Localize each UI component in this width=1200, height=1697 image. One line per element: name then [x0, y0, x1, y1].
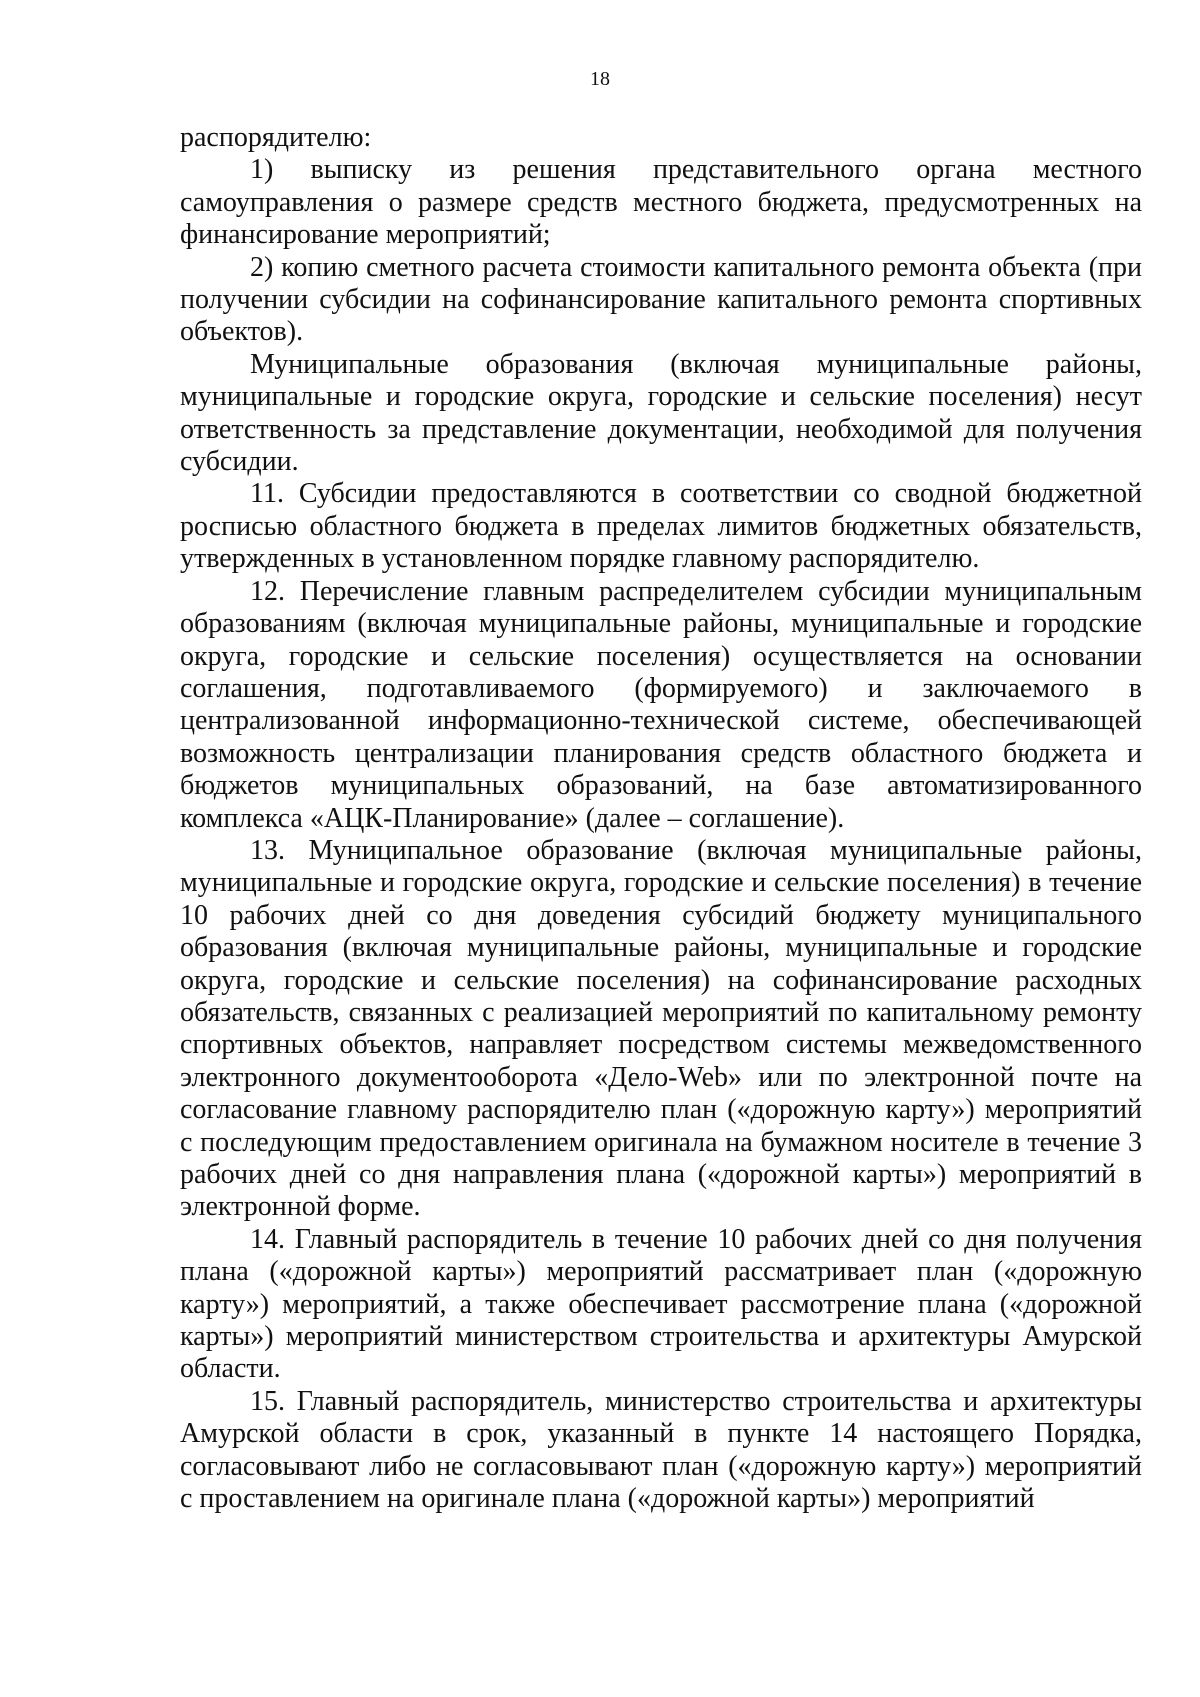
paragraph: 12. Перечисление главным распределителем субсидии муниципальным образованиям (включая муниципальные районы, муниципальные и городские округа, городские и сельские поселения) осуществляется на основании соглашения, подготавливаемого (формируемого) и заключаемого в централизованной информационно-технической системе, обеспечивающей возможность централизации планирования средств областного бюджета и бюджетов муниципальных образований, на базе автоматизированного комплекса «АЦК-Планирование» (далее – соглашение).: [180, 575, 1142, 834]
page-number: 18: [590, 68, 610, 90]
paragraph: 11. Субсидии предоставляются в соответствии со сводной бюджетной росписью областного бюджета в пределах лимитов бюджетных обязательств, утвержденных в установленном порядке главному распорядителю.: [180, 478, 1142, 575]
paragraph: 14. Главный распорядитель в течение 10 рабочих дней со дня получения плана («дорожной карты») мероприятий рассматривает план («дорожную карту») мероприятий, а также обеспечивает рассмотрение плана («дорожной карты») мероприятий министерством строительства и архитектуры Амурской области.: [180, 1223, 1142, 1385]
paragraph: 13. Муниципальное образование (включая муниципальные районы, муниципальные и городские округа, городские и сельские поселения) в течение 10 рабочих дней со дня доведения субсидий бюджету муниципального образования (включая муниципальные районы, муниципальные и городские округа, городские и сельские поселения) на софинансирование расходных обязательств, связанных с реализацией мероприятий по капитальному ремонту спортивных объектов, направляет посредством системы межведомственного электронного документооборота «Дело-Web» или по электронной почте на согласование главному распорядителю план («дорожную карту») мероприятий с последующим предоставлением оригинала на бумажном носителе в течение 3 рабочих дней со дня направления плана («дорожной карты») мероприятий в электронной форме.: [180, 834, 1142, 1223]
paragraph: 15. Главный распорядитель, министерство строительства и архитектуры Амурской области в срок, указанный в пункте 14 настоящего Порядка, согласовывают либо не согласовывают план («дорожную карту») мероприятий с проставлением на оригинале плана («дорожной карты») мероприятий: [180, 1385, 1142, 1515]
paragraph: Муниципальные образования (включая муниципальные районы, муниципальные и городские округа, городские и сельские поселения) несут ответственность за представление документации, необходимой для получения субсидии.: [180, 348, 1142, 478]
document-body: [180, 122, 1142, 1515]
paragraph: 1) выписку из решения представительного органа местного самоуправления о размере средств местного бюджета, предусмотренных на финансирование мероприятий;: [180, 154, 1142, 251]
paragraph: 2) копию сметного расчета стоимости капитального ремонта объекта (при получении субсидии на софинансирование капитального ремонта спортивных объектов).: [180, 251, 1142, 348]
paragraph: распорядителю:: [180, 122, 372, 153]
